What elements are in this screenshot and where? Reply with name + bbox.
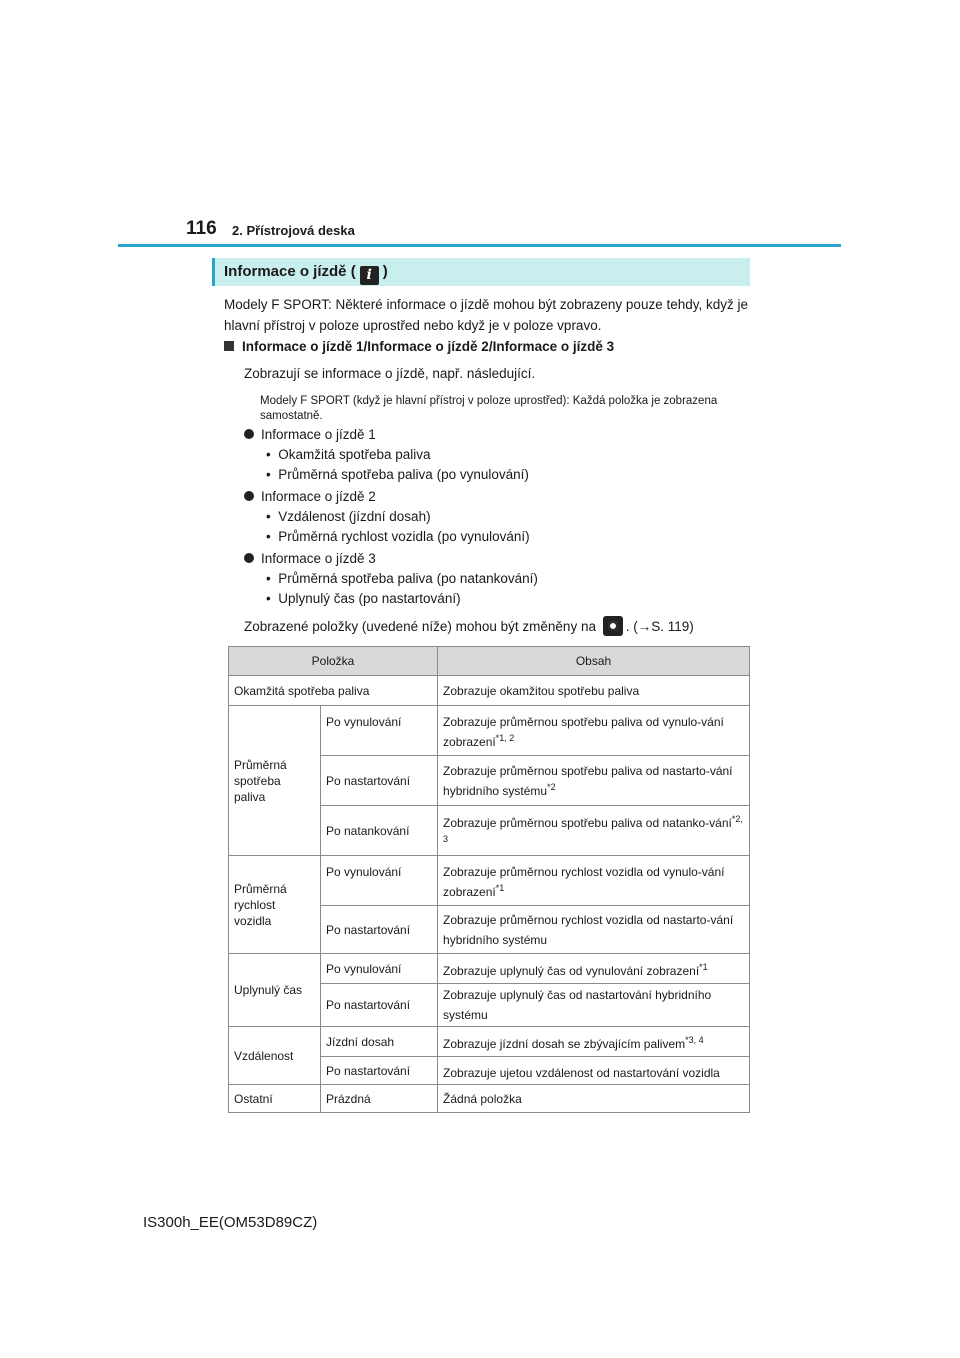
header-rule <box>118 244 841 247</box>
cell-text: Zobrazuje uplynulý čas od nastartování hybridního systému <box>443 988 712 1022</box>
table-row <box>229 1027 750 1057</box>
table-cell: Po nastartování <box>321 1057 438 1085</box>
list-item-text: Okamžitá spotřeba paliva <box>278 447 431 462</box>
list-item-text: Průměrná spotřeba paliva (po natankování) <box>278 571 538 586</box>
settings-gear-icon <box>603 616 623 636</box>
table-cell: Po vynulování <box>321 954 438 984</box>
footer-model-code: IS300h_EE(OM53D89CZ) <box>143 1214 318 1231</box>
table-cell: Jízdní dosah <box>321 1027 438 1057</box>
change-note <box>244 616 694 636</box>
table-row <box>229 706 750 756</box>
table-cell: Okamžitá spotřeba paliva <box>229 676 438 706</box>
cell-text: Zobrazuje průměrnou rychlost vozidla od vynulo-vání zobrazení <box>443 865 725 899</box>
table-cell: Žádná položka <box>438 1085 750 1113</box>
info-i-icon: i <box>360 266 379 285</box>
list-item: • Vzdálenost (jízdní dosah) <box>266 509 431 524</box>
row-group-label: Průměrná rychlost vozidla <box>229 856 321 954</box>
list-item: • Okamžitá spotřeba paliva <box>266 447 431 462</box>
bullet-icon <box>244 491 254 501</box>
row-group-label: Uplynulý čas <box>229 954 321 1027</box>
table-row <box>229 676 750 706</box>
table-cell <box>438 706 750 756</box>
table-header-row <box>229 647 750 676</box>
page-number: 116 <box>186 218 217 239</box>
table-cell: Prázdná <box>321 1085 438 1113</box>
table-cell: Ostatní <box>229 1085 321 1113</box>
section-title <box>212 258 750 286</box>
cell-text: Zobrazuje ujetou vzdálenost od nastartování vozidla <box>443 1065 720 1080</box>
table-cell <box>438 1057 750 1085</box>
footnote-ref: *1, 2 <box>495 733 515 743</box>
change-note-after: . (→S. 119) <box>625 619 694 634</box>
subheading-text: Informace o jízdě 1/Informace o jízdě 2/Informace o jízdě 3 <box>242 339 615 354</box>
intro-paragraph: Modely F SPORT: Některé informace o jízdě mohou být zobrazeny pouze tehdy, když je hlavní přístroj v poloze uprostřed nebo když je v poloze vpravo. <box>224 297 749 333</box>
cell-text: Zobrazuje průměrnou spotřebu paliva od nastarto-vání hybridního systému <box>443 763 733 798</box>
table-row <box>229 856 750 906</box>
list-item: • Průměrná spotřeba paliva (po vynulování) <box>266 467 529 482</box>
column-header: Položka <box>229 647 438 676</box>
table-cell: Po vynulování <box>321 856 438 906</box>
table-cell <box>438 856 750 906</box>
table-cell <box>438 954 750 984</box>
column-header: Obsah <box>438 647 750 676</box>
table-cell <box>438 806 750 856</box>
square-bullet-icon <box>224 341 234 351</box>
table-cell <box>438 984 750 1027</box>
group-title: Informace o jízdě 3 <box>261 551 376 566</box>
footnote-ref: *1 <box>495 883 505 893</box>
group-1-title <box>244 427 376 442</box>
row-group-label: Vzdálenost <box>229 1027 321 1085</box>
table-cell <box>438 756 750 806</box>
group-3-title <box>244 551 376 566</box>
note-text: Modely F SPORT (když je hlavní přístroj v poloze uprostřed): Každá položka je zobrazena samostatně. <box>260 395 718 422</box>
bullet-icon <box>244 553 254 563</box>
table-cell: Po nastartování <box>321 984 438 1027</box>
group-title: Informace o jízdě 1 <box>261 427 376 442</box>
group-2-title <box>244 489 376 504</box>
lead-text: Zobrazují se informace o jízdě, např. následující. <box>244 366 536 381</box>
list-item-text: Průměrná rychlost vozidla (po vynulování) <box>278 529 530 544</box>
list-item-text: Průměrná spotřeba paliva (po vynulování) <box>278 467 529 482</box>
cell-text: Zobrazuje jízdní dosah se zbývajícím palivem <box>443 1036 686 1051</box>
cell-text: Zobrazuje průměrnou spotřebu paliva od vynulo-vání zobrazení <box>443 715 724 749</box>
footnote-ref: *3, 4 <box>685 1034 704 1045</box>
section-title-before: Informace o jízdě ( <box>224 263 356 280</box>
cell-text: Zobrazuje uplynulý čas od vynulování zobrazení <box>443 963 700 978</box>
table-cell: Zobrazuje okamžitou spotřebu paliva <box>438 676 750 706</box>
table-cell <box>438 906 750 954</box>
table-cell <box>438 1027 750 1057</box>
subheading <box>224 339 614 354</box>
section-title-after: ) <box>382 263 388 280</box>
table-row <box>229 954 750 984</box>
chapter-title: 2. Přístrojová deska <box>232 223 355 238</box>
bullet-icon <box>244 429 254 439</box>
list-item: • Průměrná rychlost vozidla (po vynulování) <box>266 529 530 544</box>
items-table <box>228 646 750 1113</box>
footnote-ref: *2, 3 <box>443 813 743 844</box>
cell-text: Zobrazuje průměrnou spotřebu paliva od natanko-vání <box>443 815 732 830</box>
table-cell: Po nastartování <box>321 756 438 806</box>
footnote-ref: *2 <box>547 781 556 792</box>
row-group-label: Průměrná spotřeba paliva <box>229 706 321 856</box>
table-row <box>229 1085 750 1113</box>
table-cell: Po nastartování <box>321 906 438 954</box>
group-title: Informace o jízdě 2 <box>261 489 376 504</box>
change-note-before: Zobrazené položky (uvedené níže) mohou být změněny na <box>244 619 596 634</box>
table-cell: Po natankování <box>321 806 438 856</box>
list-item-text: Vzdálenost (jízdní dosah) <box>278 509 431 524</box>
table-cell: Po vynulování <box>321 706 438 756</box>
cell-text: Zobrazuje průměrnou rychlost vozidla od nastarto-vání hybridního systému <box>443 912 734 947</box>
list-item-text: Uplynulý čas (po nastartování) <box>278 591 461 606</box>
list-item: • Průměrná spotřeba paliva (po natankování) <box>266 571 538 586</box>
footnote-ref: *1 <box>699 961 708 972</box>
list-item: • Uplynulý čas (po nastartování) <box>266 591 461 606</box>
